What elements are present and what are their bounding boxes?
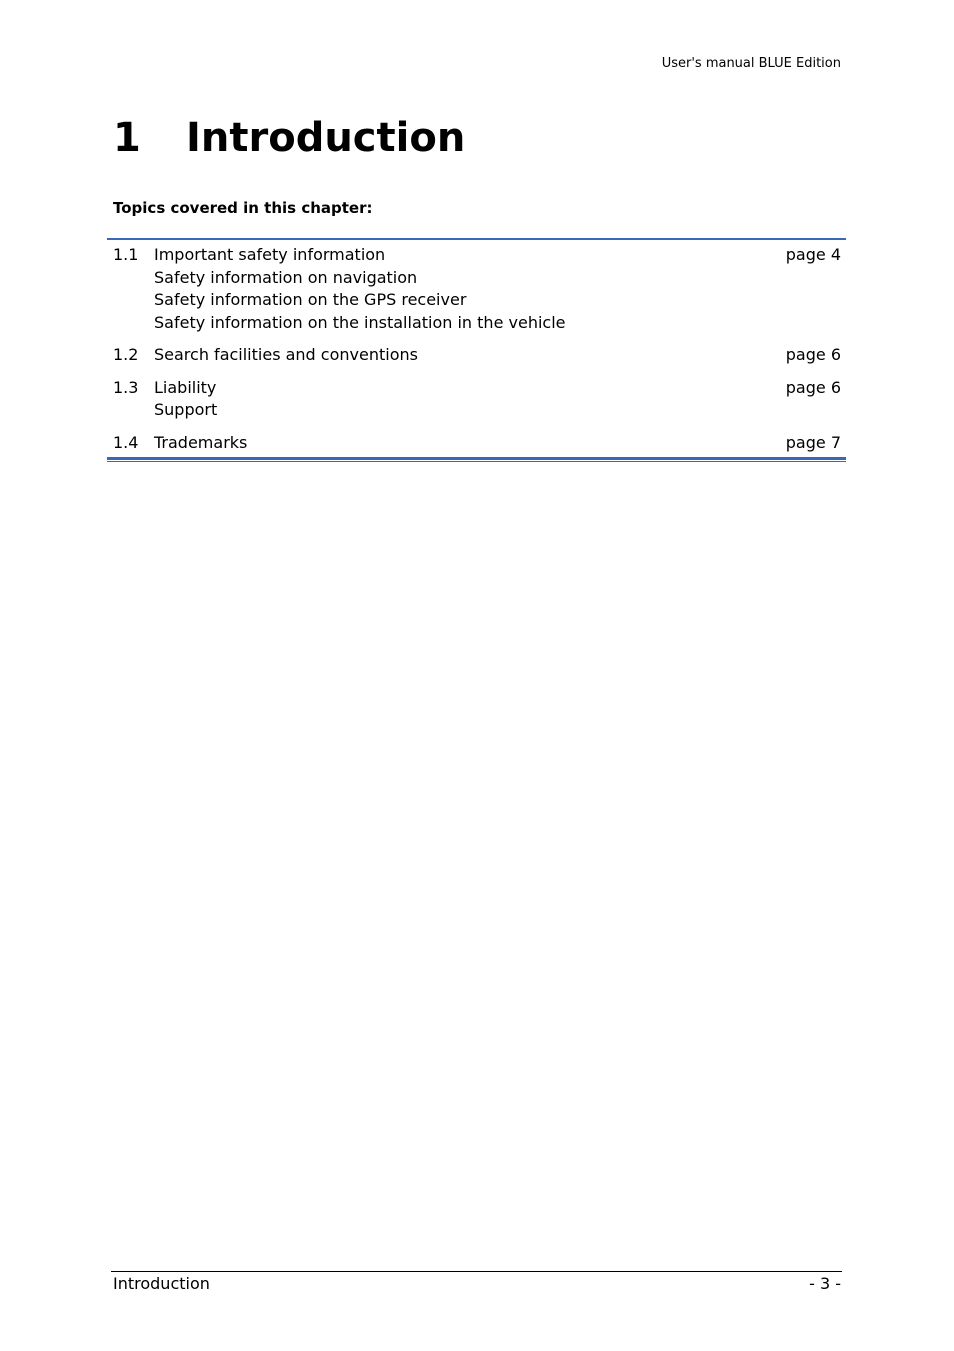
toc-section-title[interactable]: Important safety information — [154, 245, 386, 264]
toc-subtopic: Support — [154, 400, 218, 419]
chapter-table-of-contents — [107, 238, 846, 462]
toc-page-reference: page 6 — [785, 377, 841, 397]
topics-heading: Topics covered in this chapter: — [113, 199, 373, 217]
toc-entry-1-4[interactable] — [107, 432, 846, 457]
footer-divider — [111, 1271, 842, 1272]
running-header: User's manual BLUE Edition — [661, 56, 841, 71]
chapter-title-text: Introduction — [186, 115, 466, 161]
toc-section-number: 1.3 — [113, 377, 139, 397]
toc-section-number: 1.1 — [113, 245, 139, 264]
toc-section-lines — [154, 377, 846, 422]
chapter-number: 1 — [113, 115, 141, 161]
toc-page-reference: page 7 — [785, 432, 841, 452]
toc-entry-1-1[interactable] — [107, 244, 846, 344]
toc-subtopic: Safety information on navigation — [154, 267, 418, 287]
footer-section-name: Introduction — [113, 1274, 210, 1293]
toc-section-title[interactable]: Liability — [154, 377, 217, 397]
toc-section-title[interactable]: Trademarks — [154, 432, 248, 452]
chapter-title — [113, 112, 465, 164]
toc-section-number: 1.2 — [113, 345, 139, 364]
toc-bottom-rule — [107, 457, 846, 462]
toc-section-lines — [154, 432, 846, 455]
toc-section-title[interactable]: Search facilities and conventions — [154, 345, 418, 364]
toc-section-number: 1.4 — [113, 432, 139, 452]
toc-page-reference: page 6 — [785, 345, 841, 364]
footer-page-number: - 3 - — [809, 1274, 841, 1293]
toc-subtopic: Safety information on the installation in the vehicle — [154, 312, 566, 332]
toc-section-lines — [154, 244, 846, 334]
toc-section-lines — [154, 344, 846, 367]
toc-page-reference: page 4 — [785, 245, 841, 264]
toc-entry-1-3[interactable] — [107, 377, 846, 432]
toc-subtopic: Safety information on the GPS receiver — [154, 290, 467, 309]
toc-entry-1-2[interactable] — [107, 344, 846, 377]
